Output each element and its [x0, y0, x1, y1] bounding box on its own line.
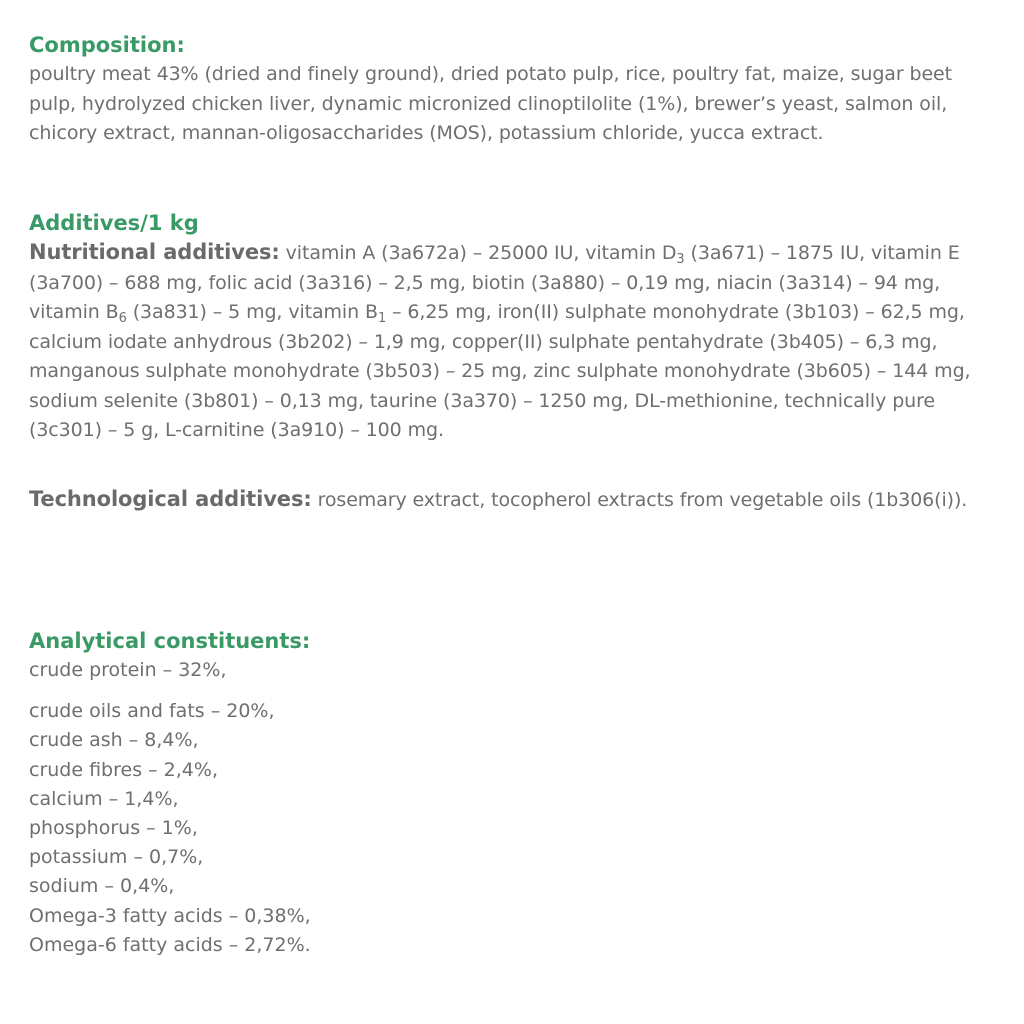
analytical-constituents-heading: Analytical constituents:	[29, 629, 311, 653]
constituent-item: Omega-3 fatty acids – 0,38%,	[29, 904, 311, 927]
additives-heading: Additives/1 kg	[29, 211, 199, 235]
technological-additives-section	[29, 485, 1004, 516]
technological-additives-value: rosemary extract, tocopherol extracts from vegetable oils (1b306(i)).	[311, 489, 968, 511]
technological-additives-label: Technological additives:	[29, 487, 312, 511]
constituent-item: crude oils and fats – 20%,	[29, 700, 275, 723]
constituent-item: Omega-6 fatty acids – 2,72%.	[29, 933, 311, 956]
constituent-item: crude ash – 8,4%,	[29, 729, 199, 752]
constituent-item: calcium – 1,4%,	[29, 787, 179, 810]
constituent-item: potassium – 0,7%,	[29, 846, 204, 869]
constituent-item: sodium – 0,4%,	[29, 875, 175, 898]
nutritional-additives-segment-1: vitamin A (3a672a) – 25000 IU, vitamin D	[279, 242, 677, 264]
nutritional-additives-segment-4: – 6,25 mg, iron(II) sulphate monohydrate (3b103) – 62,5 mg, calcium iodate anhydrous (3b202) – 1,9 mg, copper(II) sulphate pentahydrate (3b405) – 6,3 mg, manganous sulphate monohydrate (3b503) – 25 mg, zinc sulphate monohydrate (3b605) – 144 mg, sodium selenite (3b801) – 0,13 mg, taurine (3a370) – 1250 mg, DL-methionine, technically pure (3c301) – 5 g, L-carnitine (3a910) – 100 mg.	[29, 301, 971, 441]
constituent-item: crude protein – 32%,	[29, 659, 227, 681]
nutritional-additives-segment-3: (3a831) – 5 mg, vitamin B	[126, 301, 378, 323]
nutritional-additives-text	[29, 238, 1004, 446]
composition-text: poultry meat 43% (dried and finely ground), dried potato pulp, rice, poultry fat, maize, sugar beet pulp, hydrolyzed chicken liver, dynamic micronized clinoptilolite (1%), brewer’s yeast, salmon oil, chicory extract, mannan-oligosaccharides (MOS), potassium chloride, yucca extract.	[29, 63, 952, 144]
constituent-item: phosphorus – 1%,	[29, 817, 198, 840]
composition-section	[29, 31, 1004, 149]
analytical-constituents-section	[29, 627, 1004, 960]
nutritional-additives-label: Nutritional additives:	[29, 240, 280, 264]
constituent-item: crude fibres – 2,4%,	[29, 758, 218, 781]
vitamin-b6-subscript: 6	[118, 311, 127, 326]
nutritional-additives-segment-2: (3a671) – 1875 IU, vitamin E (3a700) – 688 mg, folic acid (3a316) – 2,5 mg, biotin (3a880) – 0,19 mg, niacin (3a314) – 94 mg, vitamin B	[29, 242, 960, 323]
vitamin-d-subscript: 3	[676, 252, 685, 267]
composition-heading: Composition:	[29, 33, 185, 57]
vitamin-b1-subscript: 1	[377, 311, 387, 326]
technological-additives-text	[29, 485, 1004, 516]
additives-section	[29, 209, 1004, 446]
